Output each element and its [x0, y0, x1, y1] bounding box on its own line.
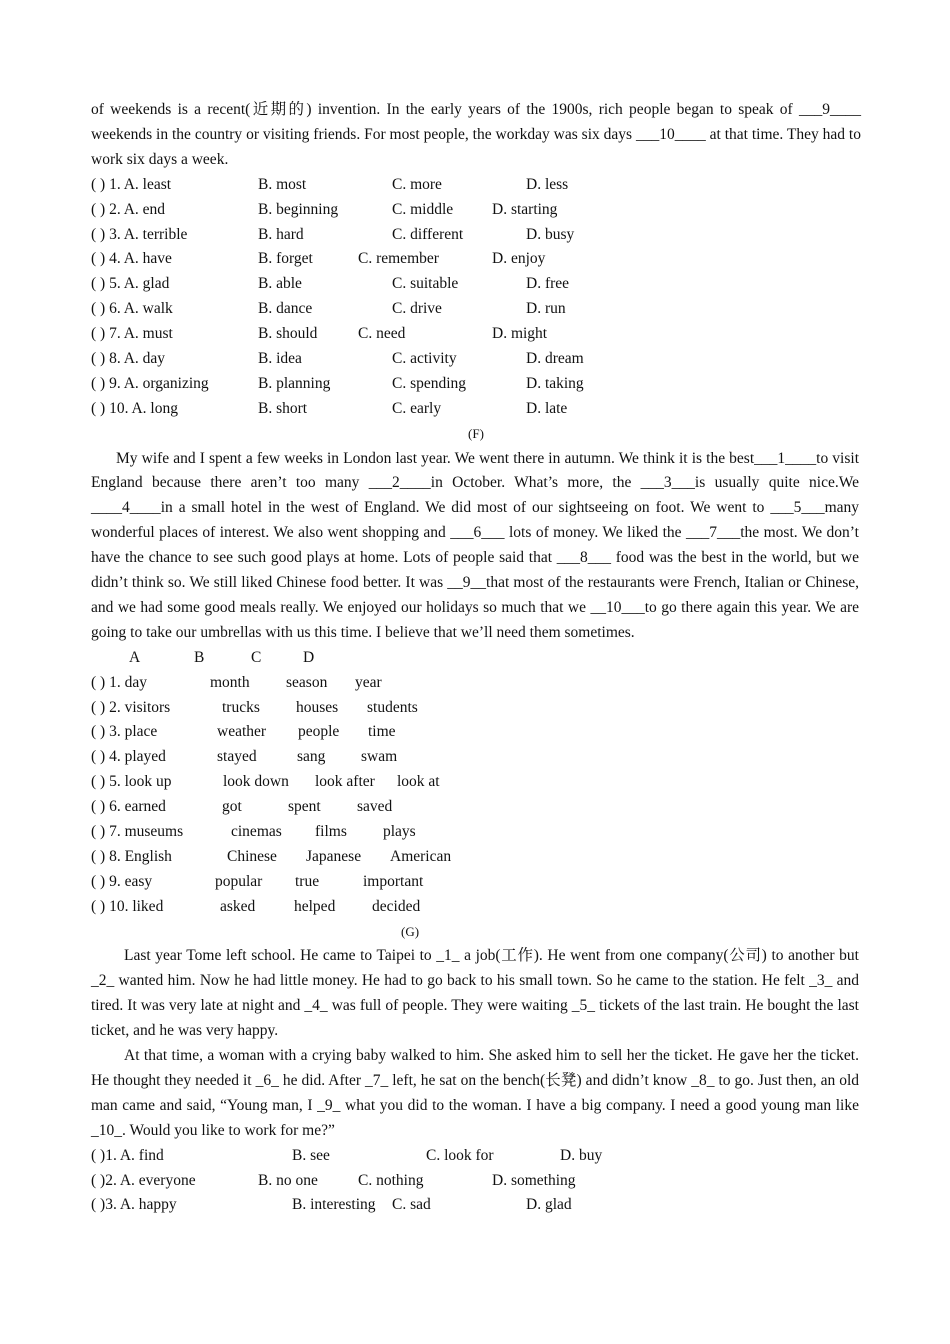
question-row[interactable]	[91, 745, 861, 770]
option-d[interactable]: time	[368, 723, 396, 741]
question-row[interactable]	[91, 895, 861, 920]
question-row[interactable]	[91, 198, 861, 223]
question-stem-a: ( ) 7. museums	[91, 823, 184, 840]
passage-paragraph-2: At that time, a woman with a crying baby walked to him. She asked him to sell her the ticket. He gave her the ticket. He thought they needed it _6_ he did. After _7_ left, he sat on the bench(长凳) and didn’t know _8_ to go. Just then, an old man came and said, “Young man, I _9_ what you did to the woman. I have a big company. I need a good young man like _10_. Would you like to work for me?”	[91, 1047, 859, 1139]
question-stem-a: ( ) 8. English	[91, 847, 172, 865]
option-b[interactable]: month	[210, 673, 250, 691]
question-row[interactable]	[91, 770, 861, 795]
option-b[interactable]: B. most	[258, 175, 307, 193]
document-page	[91, 98, 861, 1218]
question-row[interactable]	[91, 397, 861, 422]
question-row[interactable]	[91, 820, 861, 845]
question-stem-a: ( ) 6. A. walk	[91, 300, 173, 318]
option-d[interactable]: D. starting	[492, 200, 558, 218]
question-stem-a: ( ) 1. A. least	[91, 175, 172, 193]
column-a-label: A	[129, 648, 141, 666]
section-e-questions	[91, 173, 861, 422]
passage-paragraph-1: Last year Tome left school. He came to Taipei to _1_ a job(工作). He went from one company(公司) to another but _2_ wanted him. Now he had little money. He had to go back to his small town. So he came to the station. He felt _3_ and tired. It was very late at night and _4_ was full of people. They were waiting _5_ tickets of the last train. He bought the last ticket, and he was very happy.	[91, 947, 859, 1040]
question-row[interactable]	[91, 696, 861, 721]
question-stem-a: ( ) 4. played	[91, 748, 166, 766]
passage-text: of weekends is a recent(近期的) invention. In the early years of the 1900s, rich people began to speak of ___9____ weekends in the country or visiting friends. For most people, the workday was six days ___10____ at that time. They had to work six days a week.	[91, 101, 861, 168]
option-b[interactable]: B. beginning	[258, 200, 339, 218]
question-row[interactable]	[91, 347, 861, 372]
option-d[interactable]: swam	[361, 748, 398, 766]
option-b[interactable]: B. idea	[258, 349, 302, 367]
question-stem-a: ( ) 8. A. day	[91, 349, 166, 367]
question-stem-a: ( ) 5. A. glad	[91, 275, 170, 293]
question-stem-a: ( ) 9. easy	[91, 872, 153, 890]
option-b[interactable]: B. interesting	[292, 1196, 376, 1214]
option-c[interactable]: people	[298, 723, 340, 741]
question-stem-a: ( ) 2. visitors	[91, 698, 171, 716]
section-g-title: (G)	[401, 923, 420, 939]
option-d[interactable]: important	[363, 872, 424, 890]
option-c[interactable]: C. remember	[358, 250, 439, 268]
question-stem-a: ( )3. A. happy	[91, 1196, 177, 1214]
question-stem-a: ( ) 4. A. have	[91, 250, 172, 268]
section-f-passage	[91, 447, 859, 646]
option-c[interactable]: season	[286, 673, 328, 691]
option-d[interactable]: D. taking	[526, 374, 584, 392]
question-row[interactable]	[91, 247, 861, 272]
option-c[interactable]: C. nothing	[358, 1171, 424, 1189]
question-row[interactable]	[91, 870, 861, 895]
question-row[interactable]	[91, 223, 861, 248]
option-b[interactable]: B. hard	[258, 225, 304, 243]
option-b[interactable]: got	[222, 798, 242, 816]
question-stem-a: ( ) 6. earned	[91, 798, 166, 816]
option-c[interactable]: C. activity	[392, 349, 457, 367]
option-d[interactable]: plays	[383, 823, 416, 840]
option-d[interactable]: decided	[372, 897, 421, 915]
option-c[interactable]: true	[295, 872, 320, 890]
option-b[interactable]: B. planning	[258, 374, 331, 392]
option-c[interactable]: spent	[288, 798, 321, 816]
option-b[interactable]: weather	[217, 723, 267, 741]
option-d[interactable]: year	[355, 673, 382, 691]
question-stem-a: ( ) 3. place	[91, 723, 158, 741]
question-row[interactable]	[91, 1144, 861, 1169]
option-d[interactable]: D. dream	[526, 349, 584, 367]
question-row[interactable]	[91, 845, 861, 870]
option-c[interactable]: C. spending	[392, 374, 467, 392]
question-row[interactable]	[91, 1169, 861, 1194]
question-stem-a: ( ) 10. A. long	[91, 399, 178, 417]
option-c[interactable]: Japanese	[306, 847, 362, 865]
option-b[interactable]: B. able	[258, 275, 302, 293]
question-row[interactable]	[91, 372, 861, 397]
question-stem-a: ( ) 1. day	[91, 673, 147, 691]
option-c[interactable]: C. more	[392, 175, 442, 193]
column-b-label: B	[194, 648, 205, 666]
section-g-questions	[91, 1144, 861, 1219]
option-c[interactable]: C. drive	[392, 300, 442, 318]
option-b[interactable]: stayed	[217, 748, 257, 766]
option-c[interactable]: C. need	[358, 325, 406, 343]
option-c[interactable]: C. sad	[392, 1196, 431, 1214]
option-c[interactable]: houses	[296, 698, 339, 716]
option-d[interactable]: D. late	[526, 399, 568, 417]
section-g-passage	[91, 944, 859, 1143]
question-row[interactable]	[91, 173, 861, 198]
option-d[interactable]: look at	[397, 773, 440, 791]
option-c[interactable]: C. early	[392, 399, 442, 417]
option-b[interactable]: B. should	[258, 325, 318, 343]
question-stem-a: ( ) 10. liked	[91, 897, 164, 915]
option-d[interactable]: D. run	[526, 300, 566, 318]
section-f-questions	[91, 671, 861, 920]
section-f-column-header	[91, 646, 861, 671]
question-row[interactable]	[91, 671, 861, 696]
question-stem-a: ( ) 5. look up	[91, 773, 172, 791]
question-stem-a: ( ) 2. A. end	[91, 200, 166, 218]
section-e-passage-tail	[91, 98, 861, 173]
option-d[interactable]: D. busy	[526, 225, 575, 243]
option-b[interactable]: popular	[215, 872, 263, 890]
question-row[interactable]	[91, 795, 861, 820]
option-b[interactable]: cinemas	[231, 823, 282, 840]
option-d[interactable]: D. glad	[526, 1196, 572, 1214]
column-d-label: D	[303, 648, 315, 666]
option-c[interactable]: films	[315, 823, 347, 840]
option-b[interactable]: B. short	[258, 399, 308, 417]
option-b[interactable]: B. no one	[258, 1171, 318, 1189]
question-row[interactable]	[91, 322, 861, 347]
option-b[interactable]: trucks	[222, 698, 260, 716]
option-d[interactable]: D. enjoy	[492, 250, 546, 268]
question-stem-a: ( ) 9. A. organizing	[91, 374, 209, 392]
option-b[interactable]: B. forget	[258, 250, 313, 268]
option-b[interactable]: B. dance	[258, 300, 313, 318]
question-stem-a: ( )2. A. everyone	[91, 1171, 196, 1189]
option-d[interactable]: D. free	[526, 275, 570, 293]
option-b[interactable]: look down	[223, 773, 289, 791]
question-row[interactable]	[91, 720, 861, 745]
option-b[interactable]: Chinese	[227, 847, 277, 865]
option-b[interactable]: B. see	[292, 1146, 330, 1164]
passage-text: My wife and I spent a few weeks in London last year. We went there in autumn. We think it is the best___1____to visit England because there aren’t too many ___2____in October. What’s more, the ___3___is usually quite nice.We ____4____in a small hotel in the west of England. We did most of our sightseeing on foot. We went to ___5___many wonderful places of interest. We also went shopping and ___6___ lots of money. We liked the ___7___the most. We don’t have the chance to see such good plays at home. Lots of people said that ___8___ food was the best in the world, but we didn’t think so. We still liked Chinese food better. It was __9__that most of the restaurants were French, Italian or Chinese, and we had some good meals really. We enjoyed our holidays so much that we __10___to go there again this year. We are going to take our umbrellas with us this time. I believe that we’ll need them sometimes.	[91, 449, 859, 641]
question-row[interactable]	[91, 1193, 861, 1218]
option-d[interactable]: saved	[357, 798, 393, 816]
option-d[interactable]: students	[367, 698, 418, 716]
option-d[interactable]: D. buy	[560, 1146, 603, 1164]
question-stem-a: ( ) 3. A. terrible	[91, 225, 188, 243]
option-c[interactable]: sang	[297, 748, 326, 766]
question-row[interactable]	[91, 272, 861, 297]
question-row[interactable]	[91, 297, 861, 322]
option-c[interactable]: C. different	[392, 225, 464, 243]
option-c[interactable]: helped	[294, 897, 336, 915]
option-b[interactable]: asked	[220, 897, 256, 915]
option-d[interactable]: D. might	[492, 325, 548, 343]
column-c-label: C	[251, 648, 262, 666]
section-f-title: (F)	[468, 425, 484, 441]
option-d[interactable]: D. less	[526, 175, 569, 193]
option-c[interactable]: C. look for	[426, 1146, 494, 1164]
option-c[interactable]: look after	[315, 773, 375, 791]
option-c[interactable]: C. suitable	[392, 275, 459, 293]
question-stem-a: ( )1. A. find	[91, 1146, 164, 1164]
option-d[interactable]: American	[390, 847, 452, 865]
question-stem-a: ( ) 7. A. must	[91, 325, 173, 343]
option-d[interactable]: D. something	[492, 1171, 576, 1189]
option-c[interactable]: C. middle	[392, 200, 454, 218]
